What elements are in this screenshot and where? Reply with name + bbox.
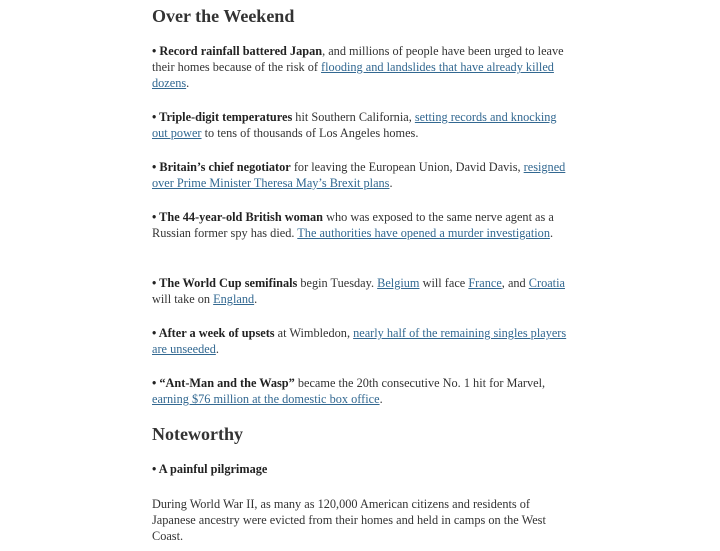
item-text: will face: [419, 276, 469, 290]
noteworthy-paragraph: During World War II, as many as 120,000 American citizens and residents of Japanese ancestry were evicted from their homes and held in camps on the West Coast.: [152, 497, 546, 543]
item-text: who was exposed to the same nerve agent as a Russian former spy has died.: [152, 210, 554, 240]
news-item-japan-rainfall: [152, 43, 572, 91]
news-item-nerve-agent: [152, 209, 572, 241]
news-item-ant-man: [152, 375, 572, 407]
item-headline: • After a week of upsets: [152, 326, 275, 340]
item-text: .: [254, 292, 258, 306]
link-flooding-landslides[interactable]: flooding and landslides that have already killed dozens: [152, 60, 554, 90]
item-text: to tens of thousands of Los Angeles homes.: [201, 126, 419, 140]
item-text: at Wimbledon,: [274, 326, 354, 340]
item-headline: • The 44-year-old British woman: [152, 210, 323, 224]
item-text: for leaving the European Union, David Davis,: [290, 160, 524, 174]
item-headline: • Britain’s chief negotiator: [152, 160, 291, 174]
link-belgium[interactable]: Belgium: [377, 276, 420, 290]
item-headline: • Triple-digit temperatures: [152, 110, 293, 124]
link-unseeded-players[interactable]: nearly half of the remaining singles players are unseeded: [152, 326, 567, 356]
item-headline: • The World Cup semifinals: [152, 276, 298, 290]
link-resigned-brexit[interactable]: resigned over Prime Minister Theresa May’s Brexit plans: [152, 160, 566, 190]
link-england[interactable]: England: [213, 292, 255, 306]
link-setting-records[interactable]: setting records and knocking out power: [152, 110, 557, 140]
item-text: will take on: [152, 292, 214, 306]
section-heading-weekend: Over the Weekend: [152, 6, 295, 26]
noteworthy-item-headline: [152, 461, 572, 477]
item-headline: • A painful pilgrimage: [152, 462, 268, 476]
item-headline: • Record rainfall battered Japan: [152, 44, 323, 58]
news-item-california-heat: [152, 109, 572, 141]
item-text: .: [215, 342, 219, 356]
item-text: begin Tuesday.: [297, 276, 378, 290]
item-text: hit Southern California,: [292, 110, 415, 124]
item-text: .: [549, 226, 554, 240]
news-item-wimbledon: [152, 325, 572, 357]
news-item-world-cup: [152, 275, 572, 307]
item-text: , and millions of people have been urged to leave their homes because of the risk of: [152, 44, 564, 74]
item-headline: • “Ant-Man and the Wasp”: [152, 376, 295, 390]
item-text: .: [186, 76, 190, 90]
link-box-office[interactable]: earning $76 million at the domestic box office: [152, 392, 380, 406]
item-text: , and: [501, 276, 529, 290]
item-text: became the 20th consecutive No. 1 hit for Marvel,: [294, 376, 546, 390]
news-item-brexit-negotiator: [152, 159, 572, 191]
link-croatia[interactable]: Croatia: [528, 276, 565, 290]
item-text: .: [379, 392, 383, 406]
link-france[interactable]: France: [468, 276, 502, 290]
section-heading-noteworthy: Noteworthy: [152, 424, 243, 444]
link-murder-investigation[interactable]: The authorities have opened a murder investigation: [297, 226, 550, 240]
item-text: .: [389, 176, 393, 190]
